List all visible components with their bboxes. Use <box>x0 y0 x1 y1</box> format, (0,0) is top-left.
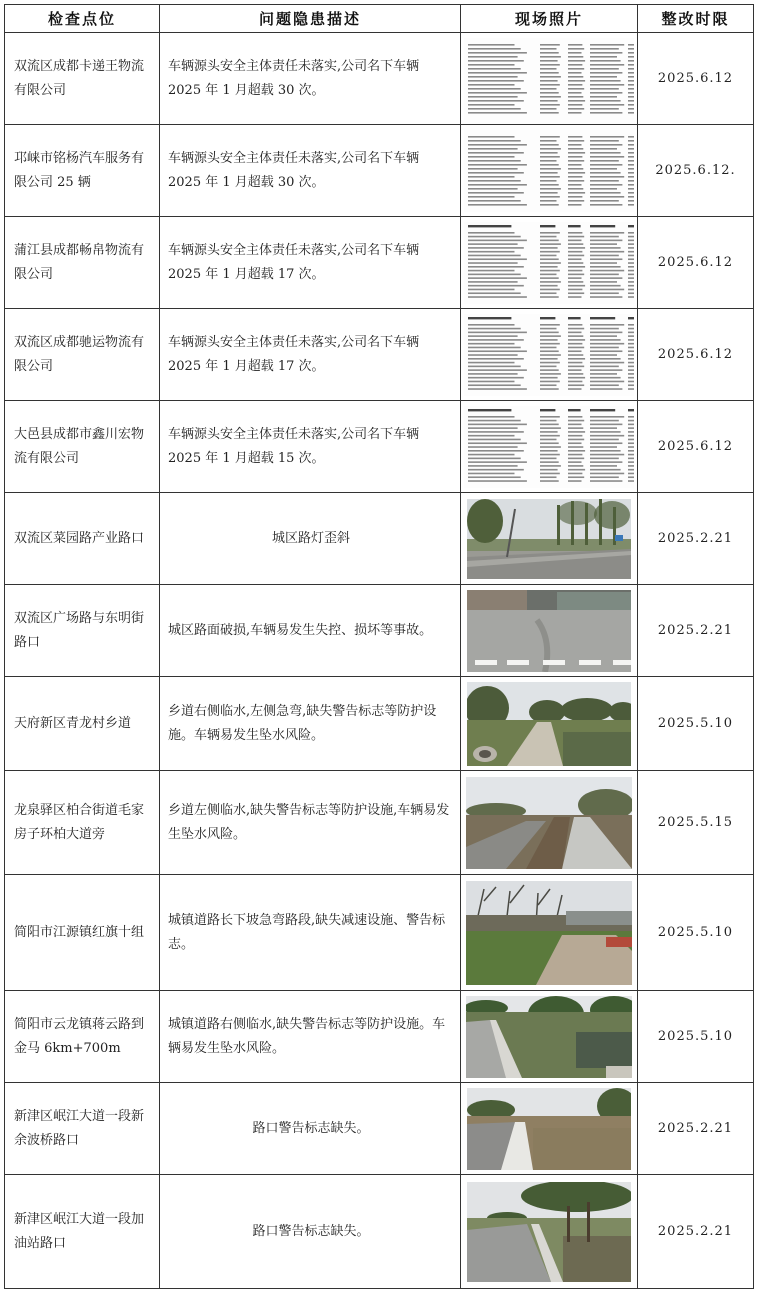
table-row <box>5 401 754 493</box>
intersection-photo <box>467 1182 631 1282</box>
deadline-cell: 2025.5.15 <box>638 771 754 875</box>
description-cell: 车辆源头安全主体责任未落实,公司名下车辆 2025 年 1 月超载 30 次。 <box>160 125 461 217</box>
photo-cell <box>461 33 638 125</box>
waterside-road-photo <box>466 996 632 1078</box>
table-row <box>5 771 754 875</box>
description-cell: 城区路灯歪斜 <box>160 493 461 585</box>
deadline-cell: 2025.6.12 <box>638 33 754 125</box>
description-cell: 车辆源头安全主体责任未落实,公司名下车辆 2025 年 1 月超载 17 次。 <box>160 309 461 401</box>
photo-cell <box>461 1083 638 1175</box>
photo-cell <box>461 991 638 1083</box>
location-cell: 简阳市江源镇红旗十组 <box>5 875 160 991</box>
header-description: 问题隐患描述 <box>160 5 461 33</box>
header-deadline: 整改时限 <box>638 5 754 33</box>
hazard-table <box>4 4 754 1289</box>
location-cell: 邛崃市铭杨汽车服务有限公司 25 辆 <box>5 125 160 217</box>
deadline-cell: 2025.5.10 <box>638 875 754 991</box>
header-photo: 现场照片 <box>461 5 638 33</box>
description-cell: 路口警告标志缺失。 <box>160 1175 461 1289</box>
village-road-photo <box>467 682 631 766</box>
description-cell: 城镇道路长下坡急弯路段,缺失减速设施、警告标志。 <box>160 875 461 991</box>
header-row <box>5 5 754 33</box>
photo-cell <box>461 875 638 991</box>
spreadsheet-photo <box>464 406 634 488</box>
deadline-cell: 2025.6.12 <box>638 401 754 493</box>
table-row <box>5 125 754 217</box>
spreadsheet-photo <box>464 38 634 120</box>
photo-cell <box>461 125 638 217</box>
description-cell: 车辆源头安全主体责任未落实,公司名下车辆 2025 年 1 月超载 17 次。 <box>160 217 461 309</box>
table-row <box>5 1175 754 1289</box>
description-cell: 车辆源头安全主体责任未落实,公司名下车辆 2025 年 1 月超载 15 次。 <box>160 401 461 493</box>
deadline-cell: 2025.6.12 <box>638 217 754 309</box>
deadline-cell: 2025.2.21 <box>638 1175 754 1289</box>
intersection-photo <box>467 1088 631 1170</box>
photo-cell <box>461 771 638 875</box>
table-row <box>5 1083 754 1175</box>
photo-cell <box>461 585 638 677</box>
deadline-cell: 2025.2.21 <box>638 493 754 585</box>
table-row <box>5 217 754 309</box>
photo-cell <box>461 401 638 493</box>
location-cell: 简阳市云龙镇蒋云路到金马 6km+700m <box>5 991 160 1083</box>
deadline-cell: 2025.5.10 <box>638 991 754 1083</box>
description-cell: 车辆源头安全主体责任未落实,公司名下车辆 2025 年 1 月超载 30 次。 <box>160 33 461 125</box>
location-cell: 蒲江县成都畅帛物流有限公司 <box>5 217 160 309</box>
description-cell: 城区路面破损,车辆易发生失控、损坏等事故。 <box>160 585 461 677</box>
photo-cell <box>461 1175 638 1289</box>
description-cell: 乡道右侧临水,左侧急弯,缺失警告标志等防护设施。车辆易发生坠水风险。 <box>160 677 461 771</box>
deadline-cell: 2025.6.12 <box>638 309 754 401</box>
location-cell: 双流区菜园路产业路口 <box>5 493 160 585</box>
slope-road-photo <box>466 881 632 985</box>
location-cell: 龙泉驿区柏合街道毛家房子环柏大道旁 <box>5 771 160 875</box>
location-cell: 双流区广场路与东明街路口 <box>5 585 160 677</box>
table-row <box>5 991 754 1083</box>
road-surface-photo <box>467 590 631 672</box>
photo-cell <box>461 493 638 585</box>
description-cell: 路口警告标志缺失。 <box>160 1083 461 1175</box>
table-row <box>5 875 754 991</box>
spreadsheet-photo <box>464 222 634 304</box>
table-row <box>5 677 754 771</box>
table-row <box>5 33 754 125</box>
street-light-photo <box>467 499 631 579</box>
location-cell: 大邑县成都市鑫川宏物流有限公司 <box>5 401 160 493</box>
location-cell: 天府新区青龙村乡道 <box>5 677 160 771</box>
deadline-cell: 2025.6.12. <box>638 125 754 217</box>
description-cell: 城镇道路右侧临水,缺失警告标志等防护设施。车辆易发生坠水风险。 <box>160 991 461 1083</box>
location-cell: 新津区岷江大道一段加油站路口 <box>5 1175 160 1289</box>
photo-cell <box>461 309 638 401</box>
photo-cell <box>461 677 638 771</box>
table-row <box>5 493 754 585</box>
photo-cell <box>461 217 638 309</box>
description-cell: 乡道左侧临水,缺失警告标志等防护设施,车辆易发生坠水风险。 <box>160 771 461 875</box>
village-road-photo <box>466 777 632 869</box>
location-cell: 双流区成都驰运物流有限公司 <box>5 309 160 401</box>
table-row <box>5 585 754 677</box>
deadline-cell: 2025.5.10 <box>638 677 754 771</box>
deadline-cell: 2025.2.21 <box>638 585 754 677</box>
deadline-cell: 2025.2.21 <box>638 1083 754 1175</box>
spreadsheet-photo <box>464 130 634 212</box>
location-cell: 新津区岷江大道一段新余波桥路口 <box>5 1083 160 1175</box>
header-location: 检查点位 <box>5 5 160 33</box>
spreadsheet-photo <box>464 314 634 396</box>
location-cell: 双流区成都卡递王物流有限公司 <box>5 33 160 125</box>
table-row <box>5 309 754 401</box>
